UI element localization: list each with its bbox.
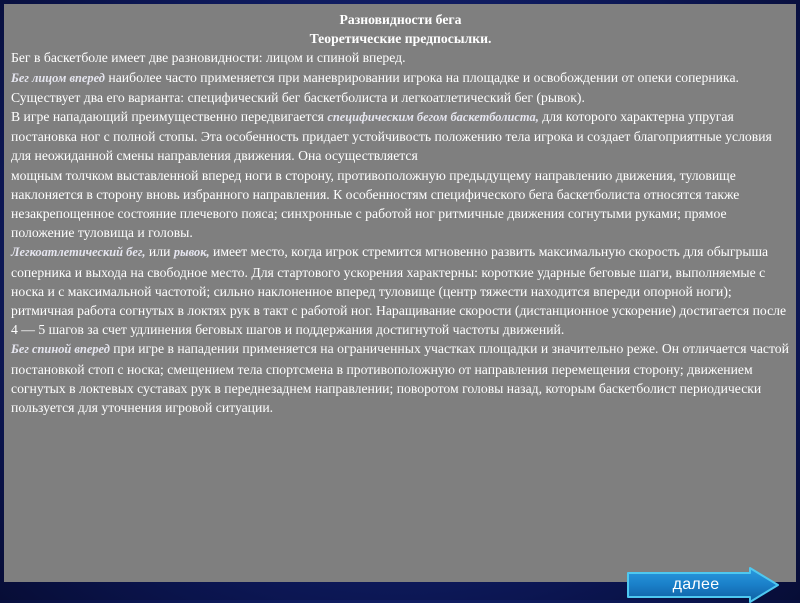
term-specific-run: специфическим бегом баскетболиста, [327,110,539,125]
slide-subtitle: Теоретические предпосылки. [309,31,492,47]
next-button-label: далее [672,576,720,593]
paragraph-specific-run-text: для которого характерна упругая постановка ног с полной стопы. Эта особенность придает устойчивость положению тела игрока и создает благоприятные условия для неожиданной смены направления движения. Она осуществляется [11,109,772,164]
paragraph-intro: Бег в баскетболе имеет две разновидности: лицом и спиной вперед. [11,50,406,66]
term-athletic-run: Легкоатлетический бег, [11,245,146,260]
next-button[interactable] [626,567,782,603]
paragraph-backward-text: при игре в нападении применяется на ограниченных участках площадки и значительно реже. Он отличается частой постановкой стоп с носка; смещением тела спортсмена в противоположную от направления перемещения сторону; движением согнутых в локтевых суставах рук в переднезаднем направлении; поворотом головы назад, которым баскетболист периодически пользуется для уточнения игровой ситуации. [11,341,789,416]
slide-title: Разновидности бега [339,12,462,27]
paragraph-backward [11,339,790,417]
paragraph-face-forward-text: наиболее часто применяется при маневрировании игрока на площадке и освобождении от опеки соперника. Существует два его варианта: специфический бег баскетболиста и легкоатлетический бег (рывок). [11,69,739,105]
paragraph-push: мощным толчком выставленной вперед ноги в сторону, противоположную предыдущему направлению движения, туловище наклоняется в сторону вновь избранного направления. К особенностям специфического бега баскетболиста относятся также незакрепощенное состояние плечевого пояса; синхронные с работой ног ритмичные движения согнутыми руками; прямое положение туловища и головы. [11,167,740,241]
paragraph-face-forward [11,68,790,107]
paragraph-specific-run [11,107,790,166]
term-dash: рывок, [173,245,210,260]
term-face-forward: Бег лицом вперед [11,70,105,85]
paragraph-specific-run-start: В игре нападающий преимущественно передвигается [11,109,328,125]
term-backward: Бег спиной вперед [11,342,110,357]
paragraph-sprint [11,242,790,339]
text-panel [4,4,796,582]
paragraph-sprint-text: имеет место, когда игрок стремится мгновенно развить максимальную скорость для обыгрыша соперника и выхода на свободное место. Для стартового ускорения характерны: короткие ударные беговые шаги, выполняемые с носка и с максимальной частотой; сильно наклоненное вперед туловище (центр тяжести находится впереди опорной ноги); ритмичная работа согнутых в локтях рук в такт с работой ног. Наращивание скорости (дистанционное ускорение) достигается после 4 — 5 шагов за счет удлинения беговых шагов и поддержания достигнутой частоты движений. [11,244,787,338]
slide [2,2,798,598]
paragraph-sprint-mid: или [145,244,174,260]
